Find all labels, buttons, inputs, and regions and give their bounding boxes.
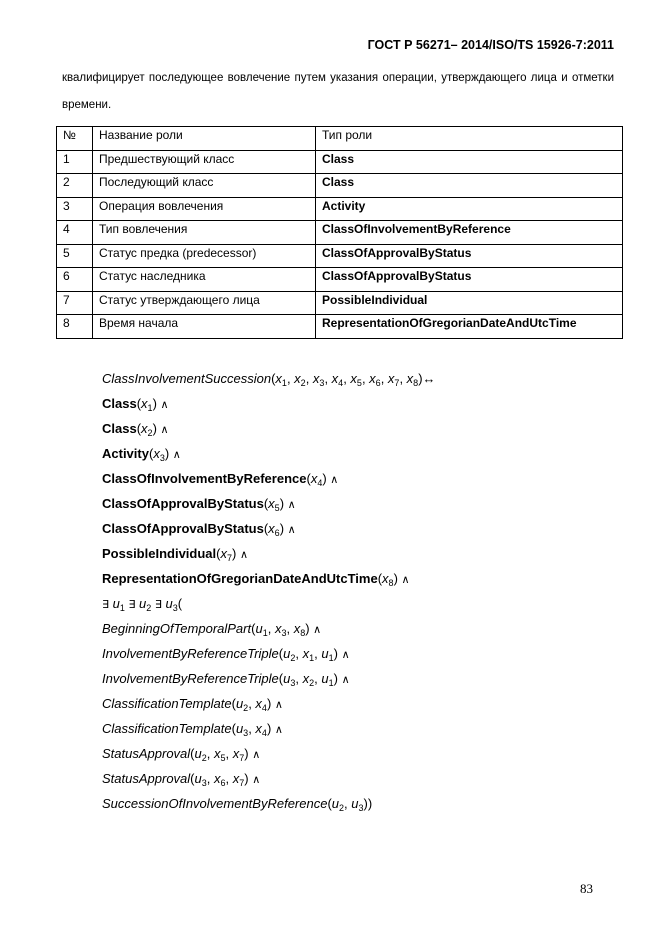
- predicate: ClassOfApprovalByStatus: [102, 496, 264, 511]
- row-type: ClassOfApprovalByStatus: [316, 244, 623, 268]
- table-row: [57, 244, 623, 268]
- row-type: Class: [316, 174, 623, 198]
- formula-line: $RepresentationOfGregorianDateAndUtcTime(x_8)$ ∧: [102, 571, 410, 588]
- row-name: Тип вовлечения: [93, 221, 316, 245]
- table-row: [57, 268, 623, 292]
- formula-line: $InvolvementByReferenceTriple(u_2$, $x_1$, $u_1$) ∧: [102, 646, 350, 663]
- formula-line: $SuccessionOfInvolvementByReference(u_2$, $u_3$)): [102, 796, 373, 813]
- row-name: Статус предка (predecessor): [93, 244, 316, 268]
- header-num: №: [57, 127, 93, 151]
- formula-head: ClassInvolvementSuccession: [102, 371, 272, 386]
- formula-line: $ClassOfInvolvementByReference(x_4)$ ∧: [102, 471, 339, 488]
- formula-line: $BeginningOfTemporalPart(u_1$, $x_3$, $x_8$) ∧: [102, 621, 322, 638]
- formula-line: $StatusApproval(u_3$, $x_6$, $x_7$) ∧: [102, 771, 261, 788]
- row-name: Статус наследника: [93, 268, 316, 292]
- formula-block: [102, 366, 436, 816]
- row-type: Activity: [316, 197, 623, 221]
- formula-line: $ClassOfApprovalByStatus(x_6)$ ∧: [102, 521, 296, 538]
- row-num: 3: [57, 197, 93, 221]
- formula-line: $InvolvementByReferenceTriple(u_3$, $x_2$, $u_1$) ∧: [102, 671, 350, 688]
- predicate: ClassificationTemplate: [102, 696, 232, 711]
- header-role-name: Название роли: [93, 127, 316, 151]
- formula-line: $ClassificationTemplate(u_3$, $x_4$) ∧: [102, 721, 283, 738]
- formula-line: $Class(x_1)$ ∧: [102, 396, 169, 413]
- row-num: 2: [57, 174, 93, 198]
- table-row: [57, 221, 623, 245]
- row-name: Предшествующий класс: [93, 150, 316, 174]
- predicate: Class: [102, 421, 137, 436]
- formula-line: $ClassOfApprovalByStatus(x_5)$ ∧: [102, 496, 296, 513]
- predicate: ClassOfApprovalByStatus: [102, 521, 264, 536]
- row-type: ClassOfInvolvementByReference: [316, 221, 623, 245]
- row-num: 8: [57, 315, 93, 339]
- predicate: Activity: [102, 446, 149, 461]
- table-row: [57, 197, 623, 221]
- formula-line: ∃ $u_1$ ∃ $u_2$ ∃ $u_3$(: [102, 596, 183, 613]
- row-type: PossibleIndividual: [316, 291, 623, 315]
- formula-line: $Class(x_2)$ ∧: [102, 421, 169, 438]
- row-name: Последующий класс: [93, 174, 316, 198]
- row-type: ClassOfApprovalByStatus: [316, 268, 623, 292]
- predicate: ClassificationTemplate: [102, 721, 232, 736]
- predicate: ClassOfInvolvementByReference: [102, 471, 307, 486]
- row-type: Class: [316, 150, 623, 174]
- predicate: RepresentationOfGregorianDateAndUtcTime: [102, 571, 378, 586]
- row-name: Операция вовлечения: [93, 197, 316, 221]
- formula-line: $StatusApproval(u_2$, $x_5$, $x_7$) ∧: [102, 746, 261, 763]
- intro-paragraph: квалифицирует последующее вовлечение путем указания операции, утверждающего лица и отметки времени.: [62, 72, 614, 111]
- predicate: StatusApproval: [102, 771, 191, 786]
- row-num: 5: [57, 244, 93, 268]
- page-number: 83: [580, 881, 593, 896]
- row-name: Статус утверждающего лица: [93, 291, 316, 315]
- document-header: ГОСТ Р 56271– 2014/ISO/TS 15926-7:2011: [367, 38, 614, 52]
- table-row: [57, 174, 623, 198]
- formula-line: $ClassificationTemplate(u_2$, $x_4$) ∧: [102, 696, 283, 713]
- row-num: 4: [57, 221, 93, 245]
- predicate: InvolvementByReferenceTriple: [102, 671, 279, 686]
- predicate: Class: [102, 396, 137, 411]
- row-num: 6: [57, 268, 93, 292]
- predicate: BeginningOfTemporalPart: [102, 621, 252, 636]
- table-header-row: [57, 127, 623, 151]
- table-row: [57, 315, 623, 339]
- row-num: 7: [57, 291, 93, 315]
- predicate: InvolvementByReferenceTriple: [102, 646, 279, 661]
- header-role-type: Тип роли: [316, 127, 623, 151]
- predicate: StatusApproval: [102, 746, 191, 761]
- row-type: RepresentationOfGregorianDateAndUtcTime: [316, 315, 623, 339]
- predicate: PossibleIndividual: [102, 546, 217, 561]
- predicate: SuccessionOfInvolvementByReference: [102, 796, 328, 811]
- roles-table: [56, 126, 623, 339]
- row-num: 1: [57, 150, 93, 174]
- row-name: Время начала: [93, 315, 316, 339]
- formula-line: $ClassInvolvementSuccession(x_1$, $x_2$, $x_3$, $x_4$, $x_5$, $x_6$, $x_7$, $x_8)\leftrightarrow$: [102, 371, 436, 388]
- table-row: [57, 291, 623, 315]
- formula-line: $PossibleIndividual(x_7)$ ∧: [102, 546, 249, 563]
- formula-line: $Activity(x_3)$ ∧: [102, 446, 181, 463]
- table-row: [57, 150, 623, 174]
